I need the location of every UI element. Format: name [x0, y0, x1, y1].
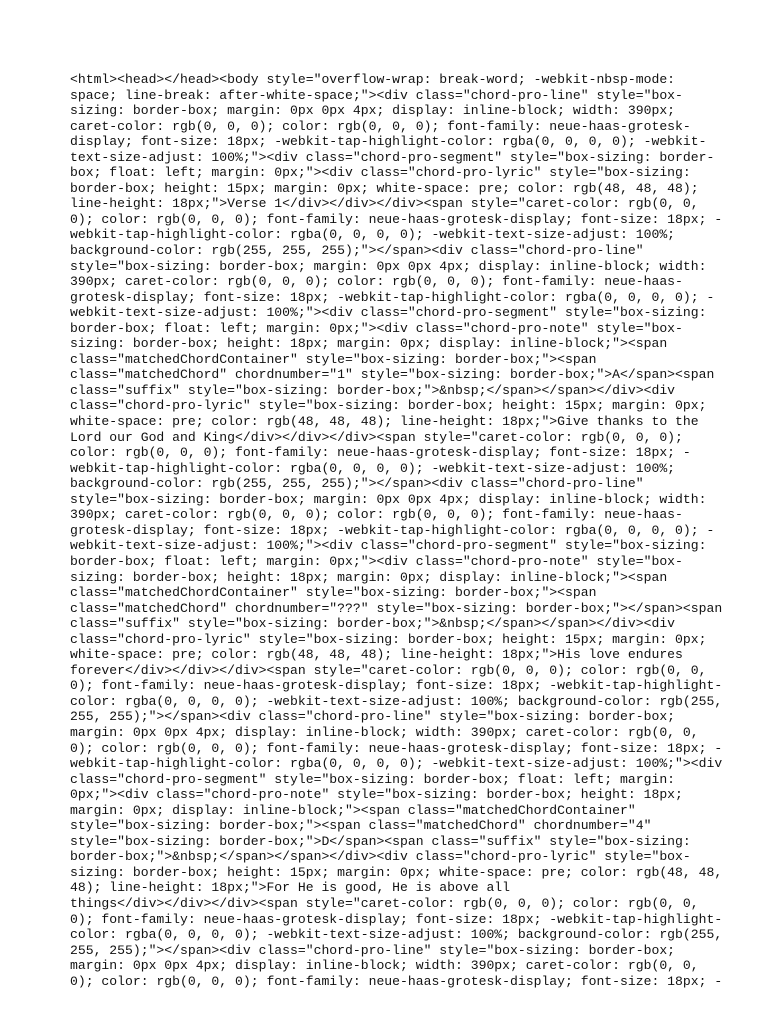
source-line: 255, 255);"></span><div class="chord-pro-line" style="box-sizing: border-box; [70, 709, 676, 725]
source-line: grotesk-display; font-size: 18px; -webkit-tap-highlight-color: rgba(0, 0, 0, 0); - [70, 522, 715, 538]
source-line: <html><head></head><body style="overflow-wrap: break-word; -webkit-nbsp-mode: [70, 72, 676, 87]
source-line: white-space: pre; color: rgb(48, 48, 48); line-height: 18px;">Give thanks to the [70, 414, 699, 430]
source-line: class="matchedChord" chordnumber="???" style="box-sizing: border-box;"></span><span [70, 600, 723, 616]
source-line: line-height: 18px;">Verse 1</div></div></div><span style="caret-color: rgb(0, 0, [70, 196, 699, 212]
source-line: border-box; height: 15px; margin: 0px; white-space: pre; color: rgb(48, 48, 48); [70, 180, 699, 196]
source-line: 48); line-height: 18px;">For He is good, He is above all [70, 880, 511, 896]
source-line: Lord our God and King</div></div></div><span style="caret-color: rgb(0, 0, 0); [70, 429, 683, 445]
source-line: things</div></div></div><span style="caret-color: rgb(0, 0, 0); color: rgb(0, 0, [70, 895, 699, 911]
source-line: box; float: left; margin: 0px;"><div class="chord-pro-lyric" style="box-sizing: [70, 165, 691, 181]
source-line: display; font-size: 18px; -webkit-tap-highlight-color: rgba(0, 0, 0, 0); -webkit- [70, 134, 707, 150]
source-line: style="box-sizing: border-box;">D</span><span class="suffix" style="box-sizing: [70, 833, 691, 849]
source-line: class="suffix" style="box-sizing: border-box;">&nbsp;</span></span></div><div [70, 382, 676, 398]
source-line: border-box; float: left; margin: 0px;"><div class="chord-pro-note" style="box- [70, 553, 683, 569]
source-line: 0); font-family: neue-haas-grotesk-display; font-size: 18px; -webkit-tap-highlight- [70, 678, 723, 694]
source-line: style="box-sizing: border-box; margin: 0px 0px 4px; display: inline-block; width: [70, 491, 707, 507]
source-line: margin: 0px; display: inline-block;"><span class="matchedChordContainer" [70, 802, 636, 818]
source-line: color: rgba(0, 0, 0, 0); -webkit-text-size-adjust: 100%; background-color: rgb(255, [70, 693, 723, 709]
source-line: background-color: rgb(255, 255, 255);"></span><div class="chord-pro-line" [70, 243, 644, 259]
source-line: sizing: border-box; height: 18px; margin: 0px; display: inline-block;"><span [70, 336, 668, 352]
source-line: class="matchedChordContainer" style="box-sizing: border-box;"><span [70, 351, 597, 367]
source-line: 390px; caret-color: rgb(0, 0, 0); color: rgb(0, 0, 0); font-family: neue-haas- [70, 274, 683, 290]
source-line: webkit-tap-highlight-color: rgba(0, 0, 0, 0); -webkit-text-size-adjust: 100%;"><div [70, 756, 723, 772]
source-line: text-size-adjust: 100%;"><div class="chord-pro-segment" style="box-sizing: border- [70, 149, 715, 165]
source-line: webkit-tap-highlight-color: rgba(0, 0, 0, 0); -webkit-text-size-adjust: 100%; [70, 460, 676, 476]
source-line: border-box; float: left; margin: 0px;"><div class="chord-pro-note" style="box- [70, 320, 683, 336]
source-line: webkit-tap-highlight-color: rgba(0, 0, 0, 0); -webkit-text-size-adjust: 100%; [70, 227, 676, 243]
source-line: 0); color: rgb(0, 0, 0); font-family: neue-haas-grotesk-display; font-size: 18px; - [70, 973, 723, 989]
source-line: forever</div></div></div><span style="caret-color: rgb(0, 0, 0); color: rgb(0, 0, [70, 662, 707, 678]
source-line: background-color: rgb(255, 255, 255);"></span><div class="chord-pro-line" [70, 476, 644, 492]
source-line: 0); color: rgb(0, 0, 0); font-family: neue-haas-grotesk-display; font-size: 18px; - [70, 211, 723, 227]
source-line: style="box-sizing: border-box;"><span class="matchedChord" chordnumber="4" [70, 818, 652, 834]
source-line: white-space: pre; color: rgb(48, 48, 48); line-height: 18px;">His love endures [70, 647, 683, 663]
source-line: color: rgba(0, 0, 0, 0); -webkit-text-size-adjust: 100%; background-color: rgb(255, [70, 927, 723, 943]
source-line: sizing: border-box; height: 15px; margin: 0px; white-space: pre; color: rgb(48, 48, [70, 864, 723, 880]
source-line: class="chord-pro-lyric" style="box-sizing: border-box; height: 15px; margin: 0px; [70, 398, 707, 414]
source-line: class="suffix" style="box-sizing: border-box;">&nbsp;</span></span></div><div [70, 616, 676, 632]
source-line: color: rgb(0, 0, 0); font-family: neue-haas-grotesk-display; font-size: 18px; - [70, 445, 691, 461]
source-line: 255, 255);"></span><div class="chord-pro-line" style="box-sizing: border-box; [70, 942, 676, 958]
source-line: 390px; caret-color: rgb(0, 0, 0); color: rgb(0, 0, 0); font-family: neue-haas- [70, 507, 683, 523]
source-line: style="box-sizing: border-box; margin: 0px 0px 4px; display: inline-block; width: [70, 258, 707, 274]
source-line: sizing: border-box; height: 18px; margin: 0px; display: inline-block;"><span [70, 569, 668, 585]
source-line: class="chord-pro-segment" style="box-sizing: border-box; float: left; margin: [70, 771, 676, 787]
source-line: margin: 0px 0px 4px; display: inline-block; width: 390px; caret-color: rgb(0, 0, [70, 958, 699, 974]
source-line: 0px;"><div class="chord-pro-note" style="box-sizing: border-box; height: 18px; [70, 787, 683, 803]
source-line: 0); font-family: neue-haas-grotesk-display; font-size: 18px; -webkit-tap-highlight- [70, 911, 723, 927]
source-line: border-box;">&nbsp;</span></span></div><div class="chord-pro-lyric" style="box- [70, 849, 691, 865]
source-line: class="matchedChordContainer" style="box-sizing: border-box;"><span [70, 585, 597, 601]
source-line: webkit-text-size-adjust: 100%;"><div class="chord-pro-segment" style="box-sizing: [70, 305, 707, 321]
source-line: class="matchedChord" chordnumber="1" style="box-sizing: border-box;">A</span><span [70, 367, 715, 383]
source-line: sizing: border-box; margin: 0px 0px 4px; display: inline-block; width: 390px; [70, 103, 676, 119]
source-line: webkit-text-size-adjust: 100%;"><div class="chord-pro-segment" style="box-sizing: [70, 538, 707, 554]
source-line: space; line-break: after-white-space;"><div class="chord-pro-line" style="box- [70, 87, 683, 103]
source-line: class="chord-pro-lyric" style="box-sizing: border-box; height: 15px; margin: 0px; [70, 631, 707, 647]
source-line: 0); color: rgb(0, 0, 0); font-family: neue-haas-grotesk-display; font-size: 18px; - [70, 740, 723, 756]
html-source-text [70, 72, 723, 989]
source-line: caret-color: rgb(0, 0, 0); color: rgb(0, 0, 0); font-family: neue-haas-grotesk- [70, 118, 691, 134]
source-line: grotesk-display; font-size: 18px; -webkit-tap-highlight-color: rgba(0, 0, 0, 0); - [70, 289, 715, 305]
source-line: margin: 0px 0px 4px; display: inline-block; width: 390px; caret-color: rgb(0, 0, [70, 724, 699, 740]
